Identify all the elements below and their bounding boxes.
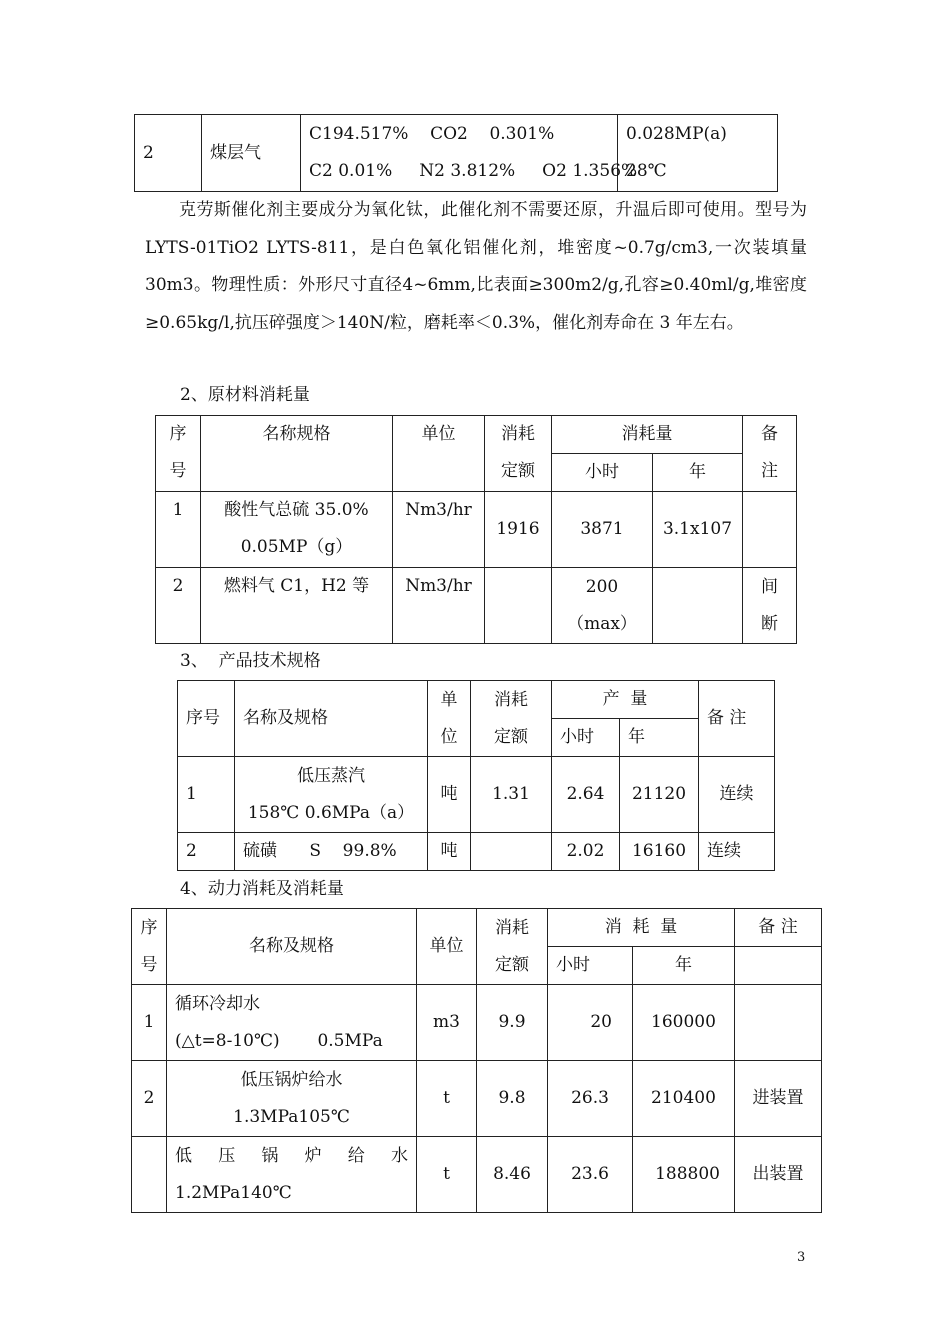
- header-year: 年: [620, 719, 699, 757]
- cell-no: 1: [178, 757, 235, 833]
- composition-line-1: C194.517% CO2 0.301%: [309, 124, 555, 144]
- cell-year: 21120: [620, 757, 699, 833]
- cell-unit: t: [417, 1137, 477, 1213]
- cell-quota: 9.8: [477, 1061, 548, 1137]
- cell-name: 燃料气 C1，H2 等: [201, 568, 393, 644]
- cell-year: [653, 568, 743, 644]
- cell-name-1: 循环冷却水: [175, 993, 260, 1014]
- table-row: [132, 1061, 822, 1137]
- cell-remark: 连续: [699, 833, 775, 871]
- header-quota: [477, 909, 548, 985]
- name-char: 压: [218, 1145, 236, 1166]
- cell-name-2: 1.2MPa140℃: [175, 1182, 292, 1203]
- page-number: 3: [797, 1250, 806, 1265]
- cell-quota: 1.31: [471, 757, 552, 833]
- cell-year: 160000: [633, 985, 735, 1061]
- header-year: 年: [633, 947, 735, 985]
- name-char: 低: [175, 1145, 192, 1166]
- cell-name-1: 低压蒸汽: [297, 765, 365, 786]
- header-hour: 小时: [552, 454, 653, 492]
- header-hour: 小时: [548, 947, 633, 985]
- cell-hour: 26.3: [548, 1061, 633, 1137]
- cell-remark-2: 断: [761, 613, 778, 634]
- name-char: 锅: [261, 1145, 279, 1166]
- header-name: 名称及规格: [235, 681, 428, 757]
- table-row: [132, 985, 822, 1061]
- cell-name-2: 158℃ 0.6MPa（a）: [247, 802, 415, 823]
- header-quota-1: 消耗: [495, 917, 529, 938]
- cell-hour: 20: [548, 985, 633, 1061]
- cell-unit: Nm3/hr: [393, 492, 485, 568]
- header-remark-1: 备: [761, 424, 778, 444]
- cell-no: 2: [178, 833, 235, 871]
- cell-name-2: (△t=8-10℃) 0.5MPa: [175, 1030, 383, 1051]
- cell-unit: 吨: [428, 833, 471, 871]
- cell-year: 16160: [620, 833, 699, 871]
- name-char: 炉: [304, 1145, 322, 1166]
- condition-line-2: 28℃: [626, 161, 667, 181]
- cell-name: [167, 1061, 417, 1137]
- cell-remark: [743, 568, 797, 644]
- cell-quota: 8.46: [477, 1137, 548, 1213]
- cell-name-1-spread: [175, 1138, 408, 1175]
- header-quota-2: 定额: [501, 461, 535, 481]
- table-row: [178, 833, 775, 871]
- cell-no: 2: [156, 568, 201, 644]
- header-no: [156, 416, 201, 492]
- gas-composition-table: [134, 114, 778, 192]
- cell-quota: [485, 568, 552, 644]
- cell-unit: Nm3/hr: [393, 568, 485, 644]
- header-quota: [471, 681, 552, 757]
- table-row: [156, 492, 797, 568]
- name-char: 给: [347, 1145, 365, 1166]
- cell-no: 1: [156, 492, 201, 568]
- cell-unit: t: [417, 1061, 477, 1137]
- cell-year: 3.1x107: [653, 492, 743, 568]
- section4-heading: 4、动力消耗及消耗量: [180, 879, 344, 899]
- cell-no: 2: [132, 1061, 167, 1137]
- header-remark: 备 注: [735, 909, 822, 947]
- header-remark-empty: [735, 947, 822, 985]
- header-unit: 单位: [393, 416, 485, 492]
- header-remark: [743, 416, 797, 492]
- cell-hour: 23.6: [548, 1137, 633, 1213]
- header-quota-2: 定额: [494, 726, 528, 747]
- cell-name: [167, 1137, 417, 1213]
- header-no: [132, 909, 167, 985]
- header-no-1: 序: [140, 917, 158, 938]
- cell-quota: 1916: [485, 492, 552, 568]
- header-no-1: 序: [169, 424, 187, 444]
- cell-name-1: 酸性气总硫 35.0%: [224, 500, 369, 520]
- cell-hour: 3871: [552, 492, 653, 568]
- header-unit-2: 位: [440, 726, 458, 747]
- raw-material-table: [155, 415, 797, 644]
- header-quota-2: 定额: [495, 954, 529, 975]
- cell-remark: 出装置: [735, 1137, 822, 1213]
- gas-name: 煤层气: [202, 115, 301, 192]
- cell-remark-1: 间: [761, 576, 778, 597]
- header-quota: [485, 416, 552, 492]
- header-name: 名称及规格: [167, 909, 417, 985]
- composition-line-2: C2 0.01% N2 3.812% O2 1.356%: [309, 161, 638, 181]
- header-consumption: 消 耗 量: [548, 909, 735, 947]
- catalyst-paragraph: 克劳斯催化剂主要成分为氧化钛，此催化剂不需要还原，升温后即可使用。型号为LYTS-01TiO2 LYTS-811，是白色氧化铝催化剂，堆密度~0.7g/cm3,一次装填量30m3。物理性质：外形尺寸直径4~6mm,比表面≥300m2/g,孔容≥0.40ml/g,堆密度≥0.65kg/l,抗压碎强度＞140N/粒，磨耗率＜0.3%，催化剂寿命在 3 年左右。: [145, 200, 807, 333]
- product-spec-table: [177, 680, 775, 871]
- header-consumption: 消耗量: [552, 416, 743, 454]
- cell-remark: 连续: [699, 757, 775, 833]
- header-quota-1: 消耗: [501, 424, 535, 444]
- header-year: 年: [653, 454, 743, 492]
- table-row: [178, 757, 775, 833]
- section3-heading: 3、 产品技术规格: [180, 651, 321, 671]
- header-no-2: 号: [140, 954, 158, 975]
- row-no: 2: [135, 115, 202, 192]
- cell-name-2: 1.3MPa105℃: [233, 1106, 350, 1127]
- section2-heading: 2、原材料消耗量: [180, 385, 310, 405]
- cell-quota: [471, 833, 552, 871]
- header-remark-2: 注: [761, 461, 778, 481]
- header-no: 序号: [178, 681, 235, 757]
- cell-name: [235, 757, 428, 833]
- utility-consumption-table: [131, 908, 822, 1213]
- cell-no: 1: [132, 985, 167, 1061]
- header-quota-1: 消耗: [494, 689, 528, 710]
- cell-remark: 进装置: [735, 1061, 822, 1137]
- cell-remark: [743, 492, 797, 568]
- cell-no: [132, 1137, 167, 1213]
- table-row: [132, 1137, 822, 1213]
- cell-name: [201, 492, 393, 568]
- cell-hour: 2.64: [552, 757, 620, 833]
- header-hour: 小时: [552, 719, 620, 757]
- cell-year: 210400: [633, 1061, 735, 1137]
- cell-hour: 2.02: [552, 833, 620, 871]
- name-char: 水: [390, 1145, 408, 1166]
- header-no-2: 号: [169, 461, 187, 481]
- cell-name-1: 低压锅炉给水: [240, 1069, 343, 1090]
- cell-unit: m3: [417, 985, 477, 1061]
- condition-cell: [618, 115, 778, 192]
- header-unit: 单位: [417, 909, 477, 985]
- header-output: 产 量: [552, 681, 699, 719]
- cell-remark: [735, 985, 822, 1061]
- table-row: [156, 568, 797, 644]
- cell-hour: 200（max）: [552, 568, 653, 644]
- cell-quota: 9.9: [477, 985, 548, 1061]
- header-unit: [428, 681, 471, 757]
- cell-name-2: 0.05MP（g）: [240, 537, 353, 557]
- cell-name: 硫磺 S 99.8%: [235, 833, 428, 871]
- header-name: 名称规格: [201, 416, 393, 492]
- header-unit-1: 单: [440, 689, 458, 710]
- condition-line-1: 0.028MP(a): [626, 124, 727, 144]
- header-remark: 备 注: [699, 681, 775, 757]
- cell-name: [167, 985, 417, 1061]
- cell-year: 188800: [633, 1137, 735, 1213]
- cell-unit: 吨: [428, 757, 471, 833]
- composition-cell: [301, 115, 638, 192]
